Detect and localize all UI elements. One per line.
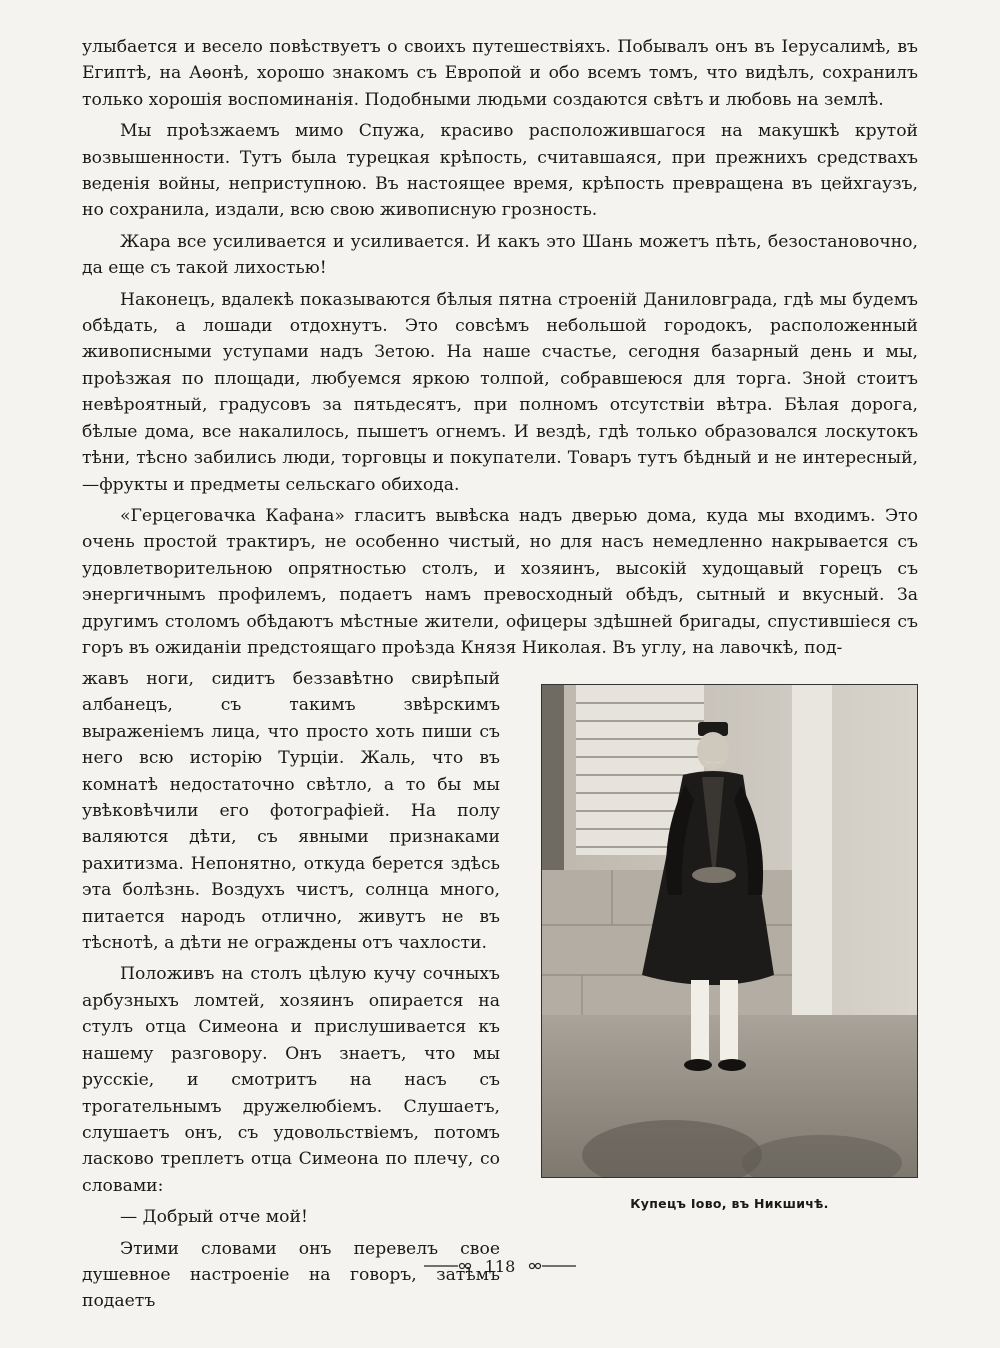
paragraph-heat: Жара все усиливается и усиливается. И какъ это Шань можетъ пѣть, безостановочно, да еще съ такой лихостью! xyxy=(82,231,918,279)
paragraph-danilovgrad: Наконецъ, вдалекѣ показываются бѣлыя пятна строеній Даниловграда, гдѣ мы будемъ обѣдать, а лошади отдохнутъ. Это совсѣмъ небольшой городокъ, расположенный живописными уступами надъ Зетою. На наше счастье, сегодня базарный день и мы, проѣзжая по площади, любуемся яркою толпой, собравшеюся для торга. Зной стоитъ невѣроятный, градусовъ за пятьдесятъ, при полномъ отсутствіи вѣтра. Бѣлая дорога, бѣлые дома, все накалилось, пышетъ огнемъ. И вездѣ, гдѣ только образовался лоскутокъ тѣни, тѣсно забились люди, торговцы и покупатели. Товаръ тутъ бѣдный и не интересный,—фрукты и предметы сельскаго обихода. xyxy=(82,289,918,495)
paragraph-albanian: жавъ ноги, сидитъ беззавѣтно свирѣпый албанецъ, съ такимъ звѣрскимъ выраженіемъ лица, что просто хоть пиши съ него всю исторію Турціи. Жаль, что въ комнатѣ недостаточно свѣтло, а то бы мы увѣковѣчили его фотографіей. На полу валяются дѣти, съ явными признаками рахитизма. Непонятно, откуда берется здѣсь эта болѣзнь. Воздухъ чистъ, солнца много, питается народъ отлично, живутъ не въ тѣснотѣ, а дѣти не ограждены отъ чахлости. xyxy=(82,669,500,954)
merchant-photo-image xyxy=(542,685,917,1177)
paragraph-final: Этими словами онъ перевелъ свое душевное настроеніе на говоръ, затѣмъ подаетъ xyxy=(82,1238,500,1312)
merchant-photograph xyxy=(541,684,918,1178)
right-ornament-icon xyxy=(528,1257,576,1276)
left-column-text-block xyxy=(82,666,500,1315)
paragraph-watermelon: Положивъ на столъ цѣлую кучу сочныхъ арбузныхъ ломтей, хозяинъ опирается на стулъ отца Симеона и прислушивается къ нашему разговору. Онъ знаетъ, что мы русскіе, и смотритъ на насъ съ трогательнымъ дружелюбіемъ. Слушаетъ, слушаетъ онъ, съ удовольствіемъ, потомъ ласково треплетъ отца Симеона по плечу, со словами: xyxy=(82,964,500,1196)
paragraph-continuation: улыбается и весело повѣствуетъ о своихъ путешествіяхъ. Побывалъ онъ въ Іерусалимѣ, въ Египтѣ, на Аѳонѣ, хорошо знакомъ съ Европой и обо всемъ томъ, что видѣлъ, сохранилъ только хорошія воспоминанія. Подобными людьми создаются свѣтъ и любовь на землѣ. xyxy=(82,37,918,110)
paragraph-spuzh: Мы проѣзжаемъ мимо Спужа, красиво расположившагося на макушкѣ крутой возвышенности. Тутъ была турецкая крѣпость, считавшаяся, при прежнихъ средствахъ веденія войны, неприступною. Въ настоящее время, крѣпость превращена въ цейхгаузъ, но сохранила, издали, всю свою живописную грозность. xyxy=(82,121,918,221)
left-ornament-icon xyxy=(424,1257,472,1276)
page-number-footer xyxy=(0,1256,1000,1276)
paragraph-quote: — Добрый отче мой! xyxy=(120,1207,308,1228)
full-width-text-block xyxy=(82,34,918,661)
photo-caption: Купецъ Іово, въ Никшичѣ. xyxy=(630,1196,829,1211)
paragraph-kafana: «Герцеговачка Кафана» гласитъ вывѣска надъ дверью дома, куда мы входимъ. Это очень простой трактиръ, не особенно чистый, но для насъ немедленно накрывается съ удовлетворительною опрятностью столъ, и хозяинъ, высокій худощавый горецъ съ энергичнымъ профилемъ, подаетъ намъ превосходный обѣдъ, сытный и вкусный. За другимъ столомъ обѣдаютъ мѣстные жители, офицеры здѣшней бригады, спустившіеся съ горъ въ ожиданіи предстоящаго проѣзда Князя Николая. Въ углу, на лавочкѣ, под- xyxy=(82,505,918,658)
page-number: 118 xyxy=(484,1257,516,1276)
